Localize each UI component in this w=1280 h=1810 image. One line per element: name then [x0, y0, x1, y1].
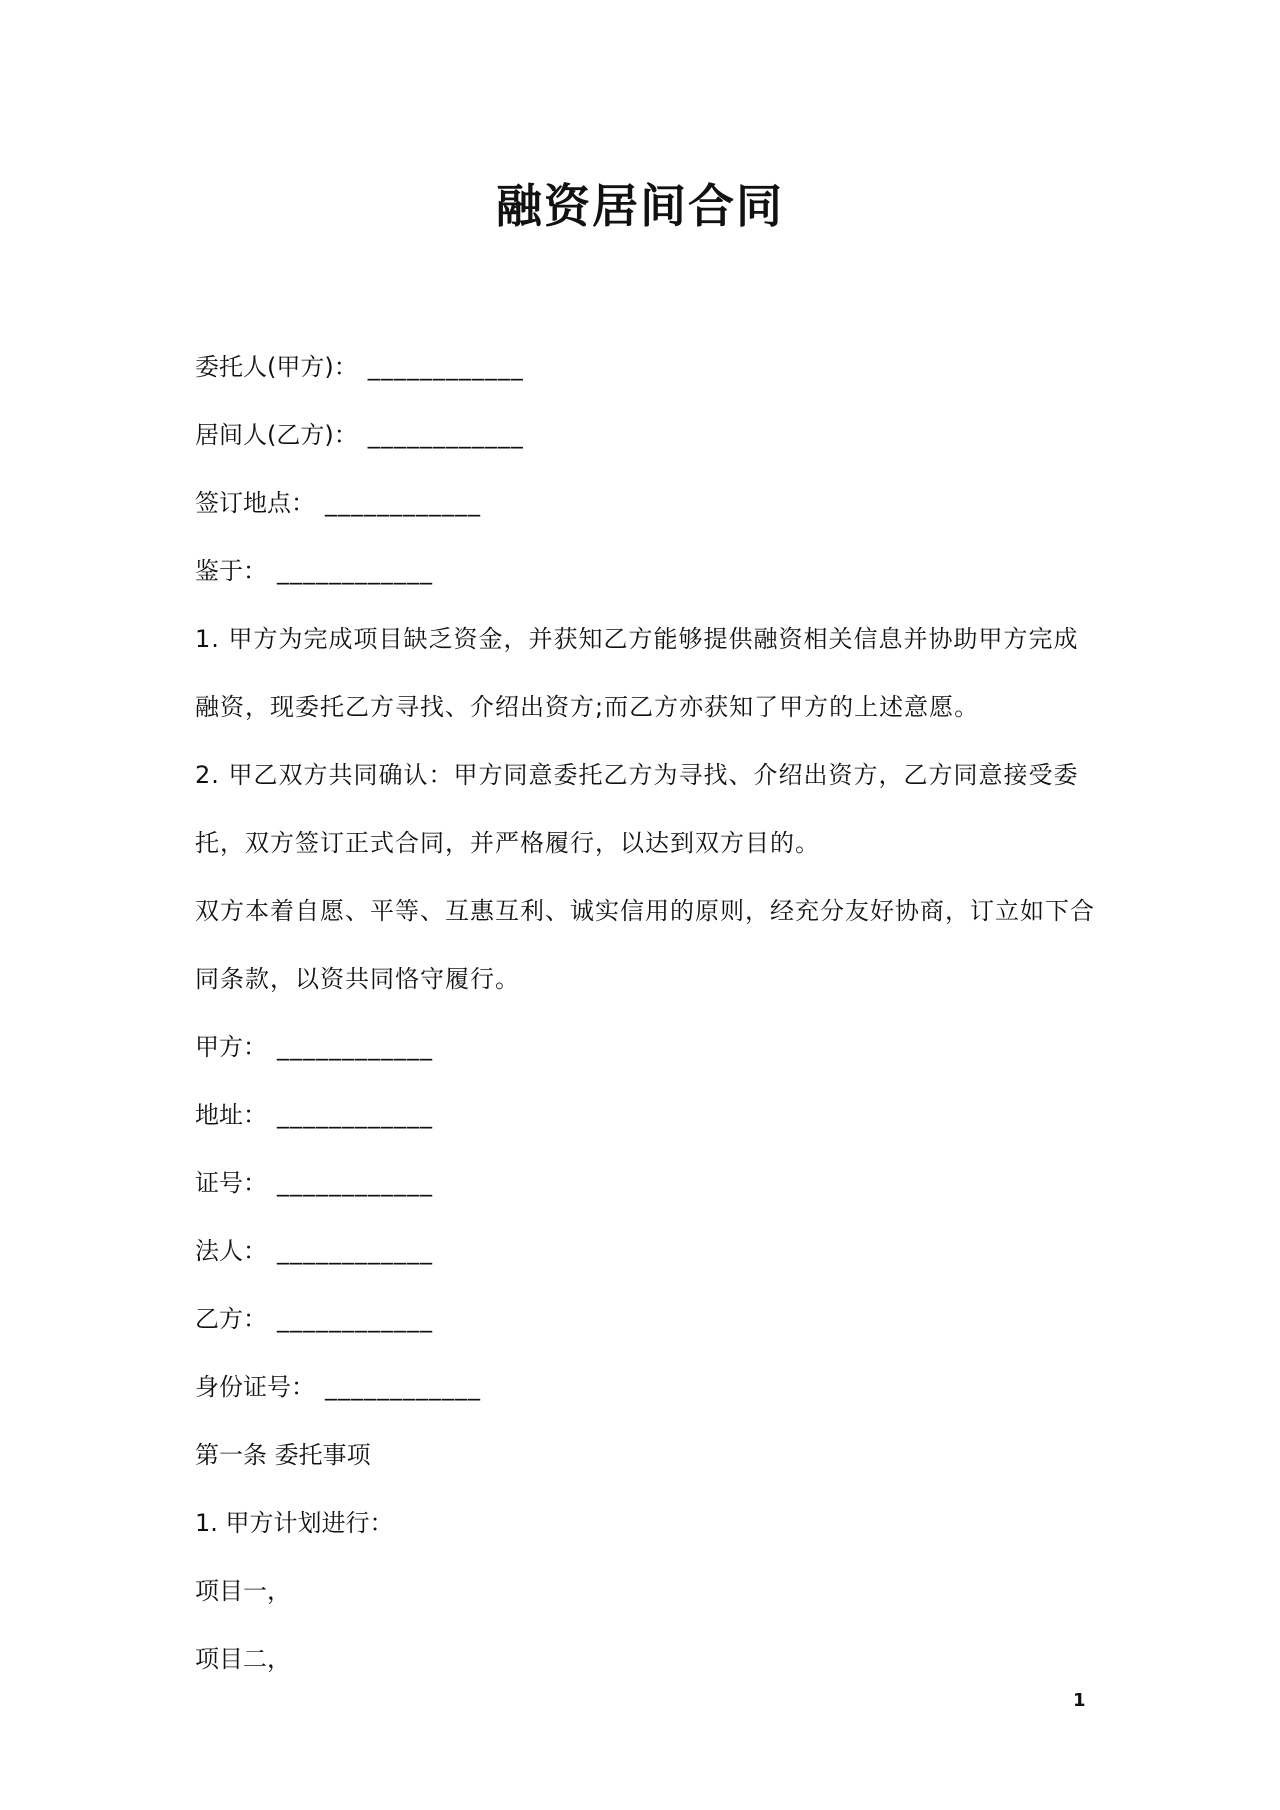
field-id-number	[195, 1353, 1095, 1421]
paragraph-1: 1. 甲方为完成项目缺乏资金，并获知乙方能够提供融资相关信息并协助甲方完成融资，现委托乙方寻找、介绍出资方;而乙方亦获知了甲方的上述意愿。	[195, 625, 1079, 721]
field-label: 委托人(甲方)：	[195, 353, 358, 381]
field-label: 甲方：	[195, 1033, 267, 1061]
field-label: 身份证号：	[195, 1373, 315, 1401]
field-legal-person	[195, 1217, 1095, 1285]
field-blank: ____________	[325, 489, 481, 517]
field-whereas	[195, 537, 1095, 605]
article-1-heading: 第一条 委托事项	[195, 1441, 371, 1469]
field-blank: ____________	[325, 1373, 481, 1401]
paragraph-3: 双方本着自愿、平等、互惠互利、诚实信用的原则，经充分友好协商，订立如下合同条款，以资共同恪守履行。	[195, 897, 1095, 993]
paragraph-2: 2. 甲乙双方共同确认：甲方同意委托乙方为寻找、介绍出资方，乙方同意接受委托，双方签订正式合同，并严格履行，以达到双方目的。	[195, 761, 1079, 857]
field-label: 签订地点：	[195, 489, 315, 517]
field-blank: ____________	[277, 1305, 433, 1333]
field-party-b	[195, 1285, 1095, 1353]
article-1-item-1: 1. 甲方计划进行：	[195, 1509, 394, 1537]
field-label: 鉴于：	[195, 557, 267, 585]
document-body	[195, 333, 1095, 1693]
field-label: 证号：	[195, 1169, 267, 1197]
page-number: 1	[1073, 1690, 1086, 1711]
field-blank: ____________	[277, 1033, 433, 1061]
field-label: 地址：	[195, 1101, 267, 1129]
field-blank: ____________	[277, 557, 433, 585]
field-intermediary	[195, 401, 1095, 469]
field-certificate-number	[195, 1149, 1095, 1217]
field-blank: ____________	[367, 353, 524, 381]
field-label: 乙方：	[195, 1305, 267, 1333]
field-blank: ____________	[367, 421, 524, 449]
field-principal	[195, 333, 1095, 401]
field-signing-place	[195, 469, 1095, 537]
project-item: 项目一，	[195, 1577, 291, 1605]
field-blank: ____________	[277, 1101, 433, 1129]
field-blank: ____________	[277, 1169, 433, 1197]
field-blank: ____________	[277, 1237, 433, 1265]
document-title: 融资居间合同	[496, 179, 784, 233]
field-address	[195, 1081, 1095, 1149]
field-label: 居间人(乙方)：	[195, 421, 358, 449]
field-label: 法人：	[195, 1237, 267, 1265]
project-item: 项目二，	[195, 1645, 291, 1673]
field-party-a	[195, 1013, 1095, 1081]
